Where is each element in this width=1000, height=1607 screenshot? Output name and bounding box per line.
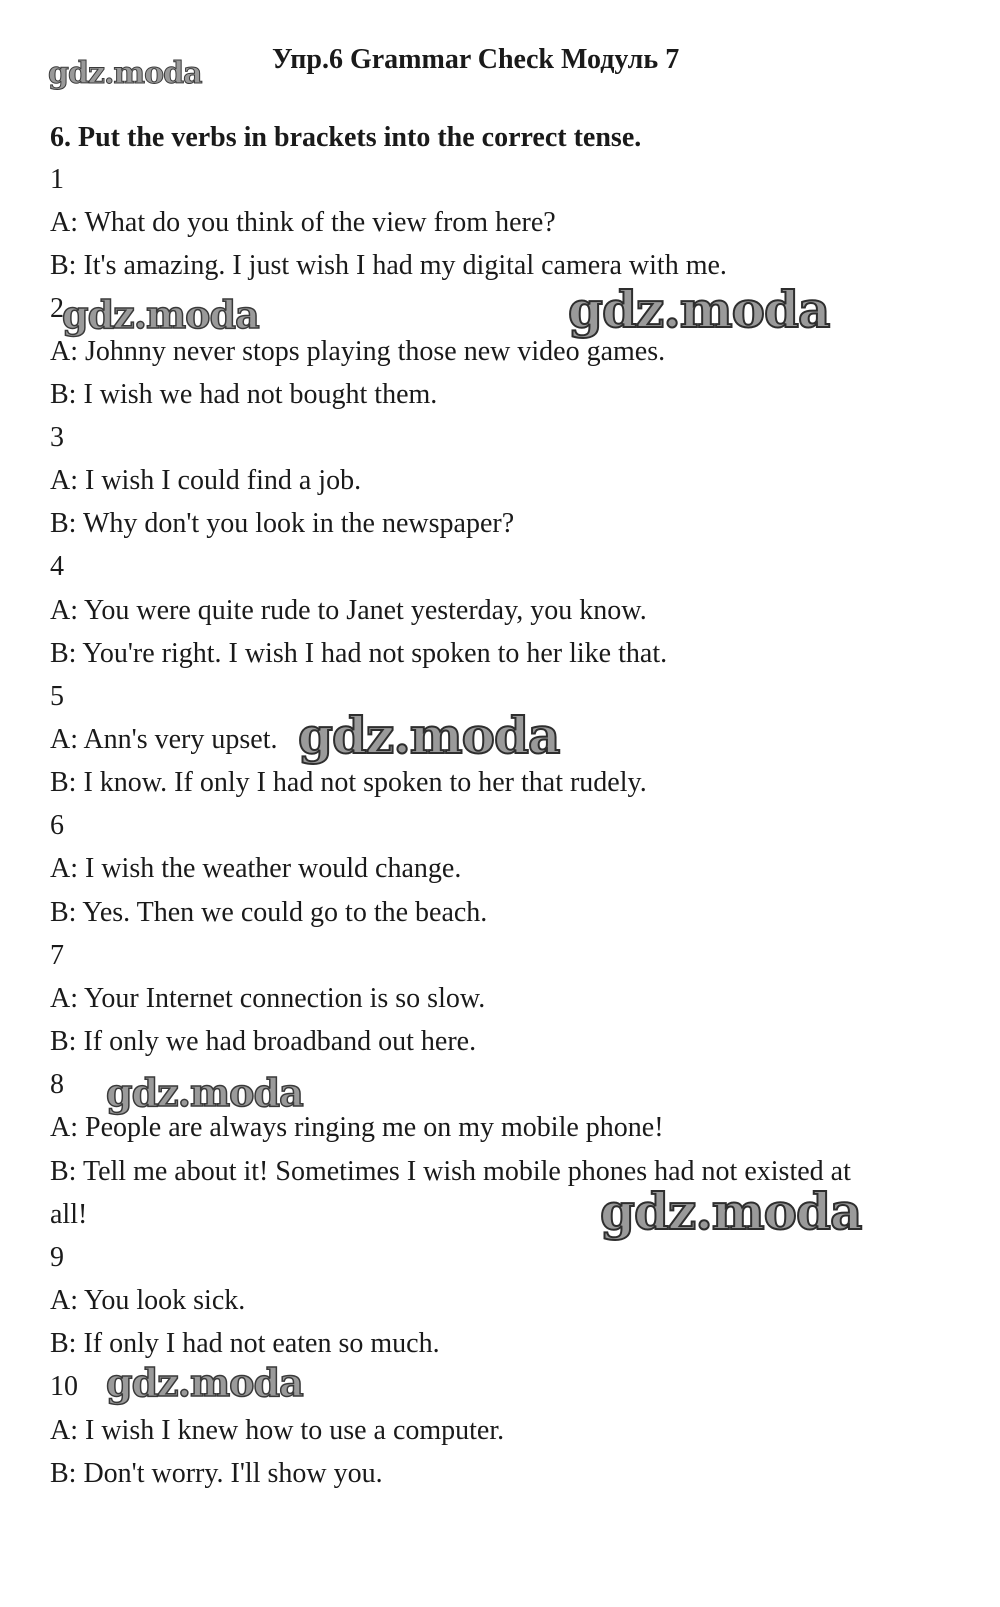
page-title: Упр.6 Grammar Check Модуль 7 <box>272 44 680 75</box>
item-number: 8 <box>50 1069 64 1100</box>
dialogue-line-b: B: It's amazing. I just wish I had my digital camera with me. <box>50 250 727 281</box>
dialogue-line-b: B: Tell me about it! Sometimes I wish mobile phones had not existed at <box>50 1156 851 1187</box>
item-number: 5 <box>50 681 64 712</box>
item-number: 3 <box>50 422 64 453</box>
item-number: 2 <box>50 293 64 324</box>
item-number: 9 <box>50 1242 64 1273</box>
dialogue-line-a: A: You look sick. <box>50 1285 246 1316</box>
dialogue-line-b: B: Don't worry. I'll show you. <box>50 1458 383 1489</box>
watermark-logo: gdz.moda <box>106 1360 303 1405</box>
dialogue-line-a: A: People are always ringing me on my mobile phone! <box>50 1112 664 1143</box>
dialogue-line-a: A: Ann's very upset. <box>50 724 278 755</box>
item-number: 7 <box>50 940 64 971</box>
dialogue-line-a: A: I wish I knew how to use a computer. <box>50 1415 505 1446</box>
item-number: 10 <box>50 1371 78 1402</box>
watermark-logo: gdz.moda <box>62 292 259 337</box>
dialogue-line-a: A: You were quite rude to Janet yesterday, you know. <box>50 595 647 626</box>
watermark-logo: gdz.moda <box>48 56 202 91</box>
dialogue-line-b-continued: all! <box>50 1199 88 1230</box>
dialogue-line-b: B: Yes. Then we could go to the beach. <box>50 897 488 928</box>
exercise-heading: 6. Put the verbs in brackets into the correct tense. <box>50 122 642 153</box>
dialogue-line-a: A: I wish I could find a job. <box>50 465 362 496</box>
watermark-logo: gdz.moda <box>106 1070 303 1115</box>
dialogue-line-a: A: Your Internet connection is so slow. <box>50 983 486 1014</box>
item-number: 6 <box>50 810 64 841</box>
dialogue-line-b: B: If only I had not eaten so much. <box>50 1328 440 1359</box>
watermark-logo: gdz.moda <box>298 706 560 765</box>
dialogue-line-b: B: If only we had broadband out here. <box>50 1026 477 1057</box>
dialogue-line-a: A: Johnny never stops playing those new video games. <box>50 336 666 367</box>
watermark-logo: gdz.moda <box>600 1182 862 1241</box>
dialogue-line-b: B: You're right. I wish I had not spoken to her like that. <box>50 638 668 669</box>
dialogue-line-a: A: I wish the weather would change. <box>50 853 462 884</box>
watermark-logo: gdz.moda <box>568 280 830 339</box>
dialogue-line-a: A: What do you think of the view from here? <box>50 207 556 238</box>
item-number: 1 <box>50 164 64 195</box>
dialogue-line-b: B: I wish we had not bought them. <box>50 379 438 410</box>
item-number: 4 <box>50 551 64 582</box>
dialogue-line-b: B: Why don't you look in the newspaper? <box>50 508 515 539</box>
dialogue-line-b: B: I know. If only I had not spoken to her that rudely. <box>50 767 647 798</box>
